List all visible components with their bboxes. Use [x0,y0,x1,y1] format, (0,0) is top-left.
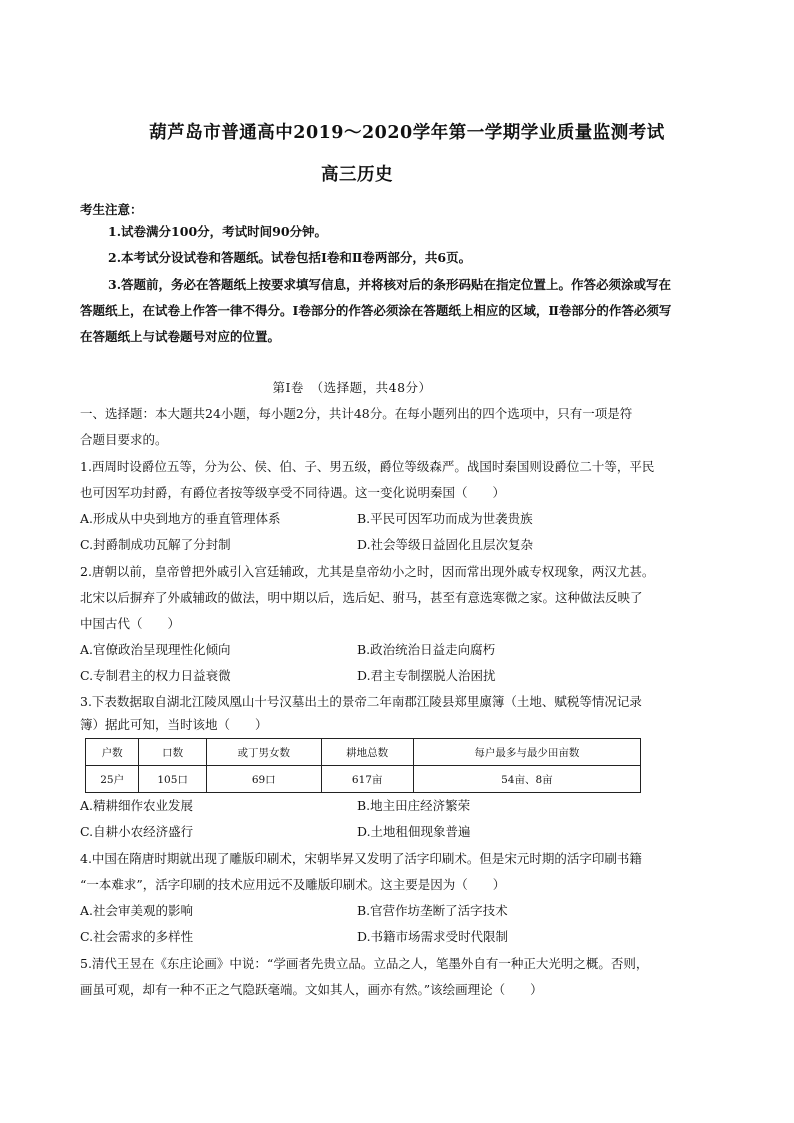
q1-stem-a: 1.西周时设爵位五等，分为公、侯、伯、子、男五级，爵位等级森严。战国时秦国则设爵位二十等，平民 [80,459,655,474]
q2-stem-a: 2.唐朝以前，皇帝曾把外戚引入宫廷辅政，尤其是皇帝幼小之时，因而常出现外戚专权现象，两汉尤甚。 [80,564,655,579]
table-header-cell: 每户最多与最少田亩数 [413,739,640,766]
q4-option-b: B.官营作坊垄断了活字技术 [357,903,508,918]
q3-stem-a: 3.下表数据取自湖北江陵凤凰山十号汉墓出土的景帝二年南郡江陵县郑里廪簿（土地、赋税等情况记录 [80,694,642,709]
q4-option-d: D.书籍市场需求受时代限制 [357,929,509,944]
q4-option-c: C.社会需求的多样性 [80,929,194,944]
q5-stem-a: 5.清代王昱在《东庄论画》中说：“学画者先贵立品。立品之人，笔墨外自有一种正大光明之概。否则， [80,956,649,971]
q2-stem-b: 北宋以后摒弃了外戚辅政的做法，明中期以后，选后妃、驸马，甚至有意选寒微之家。这种做法反映了 [80,590,643,605]
table-header-cell: 或丁男女数 [206,739,321,766]
table-row [86,766,641,793]
q1-option-b: B.平民可因军功而成为世袭贵族 [357,511,533,526]
table-cell: 105口 [139,766,207,793]
q3-option-a: A.精耕细作农业发展 [80,798,194,813]
table-header-cell: 户数 [86,739,139,766]
table-header-cell: 口数 [139,739,207,766]
table-header-row [86,739,641,766]
q4-option-a: A.社会审美观的影响 [80,903,194,918]
q3-option-b: B.地主田庄经济繁荣 [357,798,471,813]
table-cell: 54亩、8亩 [413,766,640,793]
section-intro-b: 合题目要求的。 [80,432,168,447]
q2-option-d: D.君主专制摆脱人治困扰 [357,668,496,683]
q1-option-d: D.社会等级日益固化且层次复杂 [357,537,534,552]
notice-line-3a: 3.答题前，务必在答题纸上按要求填写信息，并将核对后的条形码贴在指定位置上。作答必须涂或写在 [108,277,672,292]
section-title: 第Ⅰ卷 （选择题，共48分） [272,380,432,395]
notice-heading: 考生注意： [80,202,143,217]
q3-option-d: D.土地租佃现象普遍 [357,824,471,839]
table-cell: 617亩 [321,766,413,793]
q3-option-c: C.自耕小农经济盛行 [80,824,194,839]
notice-line-3c: 在答题纸上与试卷题号对应的位置。 [80,329,281,344]
q4-stem-a: 4.中国在隋唐时期就出现了雕版印刷术，宋朝毕昇又发明了活字印刷术。但是宋元时期的活字印刷书籍 [80,851,642,866]
q1-option-a: A.形成从中央到地方的垂直管理体系 [80,511,281,526]
q5-stem-b: 画虽可观，却有一种不正之气隐跃毫端。文如其人，画亦有然。”该绘画理论（ ） [80,982,543,997]
q2-option-b: B.政治统治日益走向腐朽 [357,642,496,657]
exam-title: 葫芦岛市普通高中2019～2020学年第一学期学业质量监测考试 [149,123,665,143]
notice-line-3b: 答题纸上，在试卷上作答一律不得分。Ⅰ卷部分的作答必须涂在答题纸上相应的区域，Ⅱ卷部分的作答必须写 [80,303,672,318]
q2-option-c: C.专制君主的权力日益衰微 [80,668,231,683]
q2-stem-c: 中国古代（ ） [80,616,181,631]
table-cell: 69口 [206,766,321,793]
notice-line-2: 2.本考试分设试卷和答题纸。试卷包括Ⅰ卷和Ⅱ卷两部分，共6页。 [108,250,472,265]
q3-stem-b: 簿）据此可知，当时该地（ ） [80,717,268,732]
exam-subtitle: 高三历史 [321,165,393,185]
q1-stem-b: 也可因军功封爵，有爵位者按等级享受不同待遇。这一变化说明秦国（ ） [80,485,506,500]
table-cell: 25户 [86,766,139,793]
section-intro-a: 一、选择题：本大题共24小题，每小题2分，共计48分。在每小题列出的四个选项中，只有一项是符 [80,406,633,421]
notice-line-1: 1.试卷满分100分，考试时间90分钟。 [108,224,328,239]
q2-option-a: A.官僚政治呈现理性化倾向 [80,642,231,657]
q1-option-c: C.封爵制成功瓦解了分封制 [80,537,231,552]
q4-stem-b: “一本难求”，活字印刷的技术应用远不及雕版印刷术。这主要是因为（ ） [80,877,506,892]
table-header-cell: 耕地总数 [321,739,413,766]
q3-data-table [85,738,641,793]
